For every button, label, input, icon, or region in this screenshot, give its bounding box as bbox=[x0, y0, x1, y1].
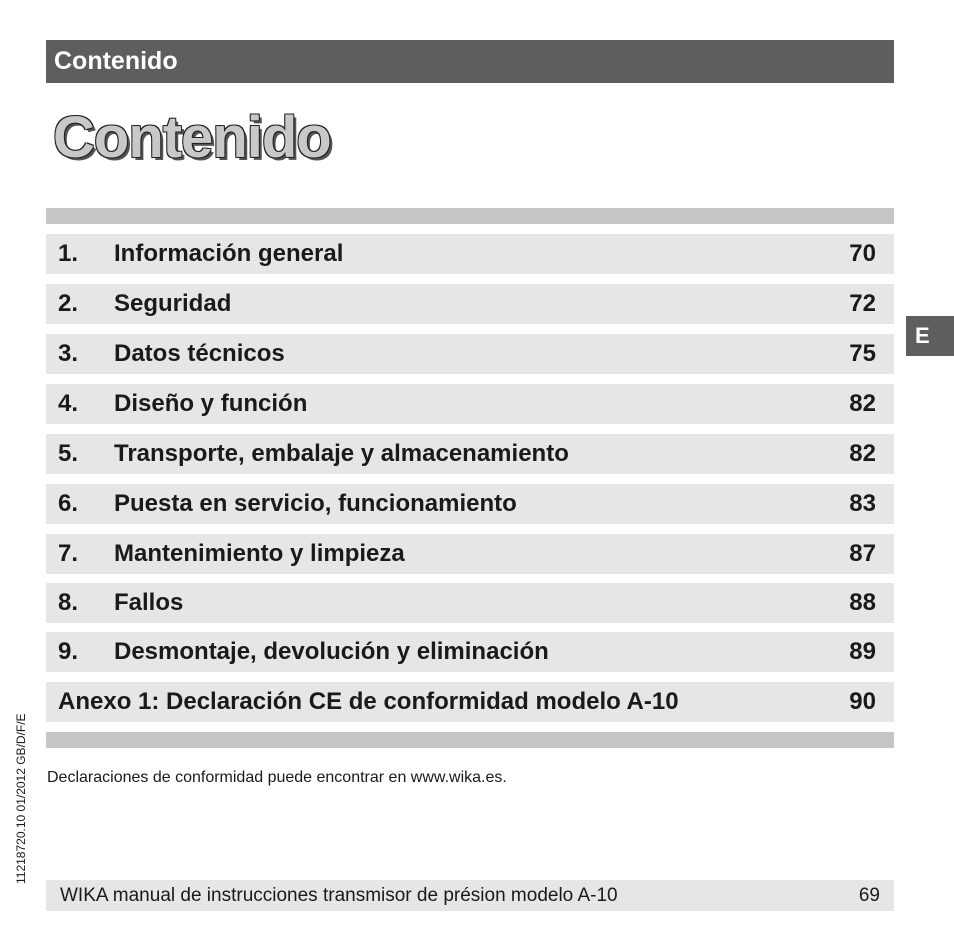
toc-number: 9. bbox=[58, 638, 79, 665]
toc-page-number: 88 bbox=[849, 589, 876, 616]
toc-page-number: 87 bbox=[849, 540, 876, 567]
toc-number: 4. bbox=[58, 390, 79, 417]
document-code: 11218720.10 01/2012 GB/D/F/E bbox=[14, 713, 28, 884]
toc-bottom-rule bbox=[46, 732, 894, 748]
toc-page-number: 72 bbox=[849, 290, 876, 317]
conformity-note: Declaraciones de conformidad puede encontrar en www.wika.es. bbox=[47, 769, 507, 786]
toc-number: 2. bbox=[58, 290, 79, 317]
toc-page-number: 83 bbox=[849, 490, 876, 517]
toc-title: Fallos bbox=[114, 589, 184, 616]
toc-page-number: 89 bbox=[849, 638, 876, 665]
toc-row-8[interactable] bbox=[46, 583, 894, 623]
toc-title: Datos técnicos bbox=[114, 340, 285, 367]
footer-text: WIKA manual de instrucciones transmisor de présion modelo A-10 bbox=[60, 885, 618, 906]
toc-title: Mantenimiento y limpieza bbox=[114, 540, 405, 567]
toc-number: 7. bbox=[58, 540, 79, 567]
toc-page-number: 82 bbox=[849, 440, 876, 467]
toc-number: 3. bbox=[58, 340, 79, 367]
section-header-title: Contenido bbox=[54, 47, 178, 75]
toc-page-number: 90 bbox=[849, 688, 876, 715]
toc-row-5[interactable] bbox=[46, 434, 894, 474]
toc-row-annex-1[interactable] bbox=[46, 682, 894, 722]
toc-page-number: 70 bbox=[849, 240, 876, 267]
page-title: Contenido bbox=[53, 105, 331, 170]
toc-number: 6. bbox=[58, 490, 79, 517]
toc-title: Puesta en servicio, funcionamiento bbox=[114, 490, 517, 517]
toc-title: Desmontaje, devolución y eliminación bbox=[114, 638, 549, 665]
toc-number: 1. bbox=[58, 240, 79, 267]
toc-title: Diseño y función bbox=[114, 390, 308, 417]
toc-page-number: 75 bbox=[849, 340, 876, 367]
toc-number: 8. bbox=[58, 589, 79, 616]
toc-row-4[interactable] bbox=[46, 384, 894, 424]
language-tab bbox=[906, 316, 954, 356]
toc-title: Transporte, embalaje y almacenamiento bbox=[114, 440, 569, 467]
section-header-bar bbox=[46, 40, 894, 83]
toc-number: 5. bbox=[58, 440, 79, 467]
footer-page-number: 69 bbox=[858, 885, 880, 906]
toc-title: Anexo 1: Declaración CE de conformidad modelo A-10 bbox=[58, 688, 679, 715]
toc-row-6[interactable] bbox=[46, 484, 894, 524]
footer-bar bbox=[46, 880, 894, 911]
toc-row-1[interactable] bbox=[46, 234, 894, 274]
toc-title: Seguridad bbox=[114, 290, 232, 317]
toc-top-rule bbox=[46, 208, 894, 224]
toc-row-9[interactable] bbox=[46, 632, 894, 672]
toc-row-2[interactable] bbox=[46, 284, 894, 324]
toc-row-7[interactable] bbox=[46, 534, 894, 574]
language-tab-label: E bbox=[915, 323, 930, 348]
toc-title: Información general bbox=[114, 240, 344, 267]
toc-page-number: 82 bbox=[849, 390, 876, 417]
toc-row-3[interactable] bbox=[46, 334, 894, 374]
